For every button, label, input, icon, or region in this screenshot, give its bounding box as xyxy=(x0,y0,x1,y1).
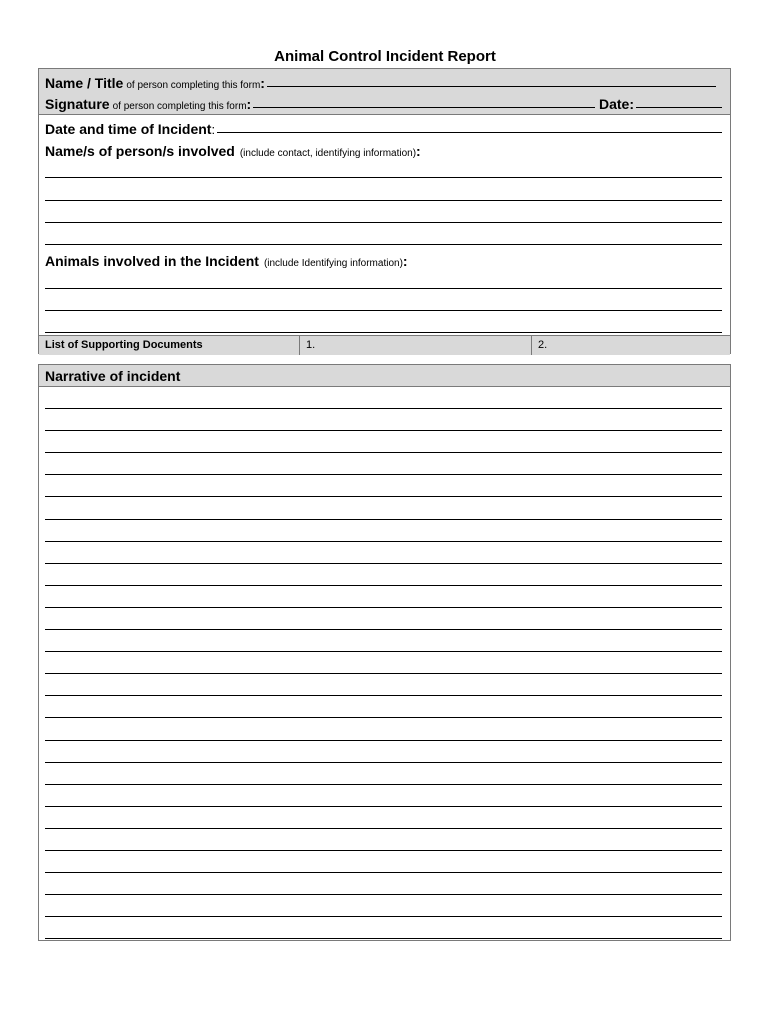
narrative-line[interactable] xyxy=(45,563,722,564)
signature-hint: of person completing this form xyxy=(112,101,247,112)
persons-label: Name/s of person/s involved xyxy=(45,143,235,159)
supporting-document-1[interactable]: 1. xyxy=(300,336,532,355)
narrative-line[interactable] xyxy=(45,408,722,409)
supporting-documents-row xyxy=(39,335,730,355)
incident-details-section xyxy=(38,68,731,354)
narrative-line[interactable] xyxy=(45,717,722,718)
narrative-line[interactable] xyxy=(45,452,722,453)
datetime-colon: : xyxy=(211,122,216,137)
narrative-line[interactable] xyxy=(45,673,722,674)
date-label: Date: xyxy=(598,96,634,112)
narrative-line[interactable] xyxy=(45,872,722,873)
narrative-line[interactable] xyxy=(45,828,722,829)
narrative-line[interactable] xyxy=(45,430,722,431)
narrative-line[interactable] xyxy=(45,916,722,917)
animals-colon: : xyxy=(402,253,408,269)
signature-label: Signature xyxy=(45,96,110,112)
narrative-line[interactable] xyxy=(45,651,722,652)
persons-hint: (include contact, identifying information) xyxy=(239,148,417,159)
narrative-line[interactable] xyxy=(45,585,722,586)
narrative-line[interactable] xyxy=(45,894,722,895)
narrative-line[interactable] xyxy=(45,850,722,851)
signature-colon: : xyxy=(246,96,252,112)
narrative-line[interactable] xyxy=(45,474,722,475)
animals-hint: (include Identifying information) xyxy=(263,258,403,269)
name-title-label: Name / Title xyxy=(45,75,124,91)
animals-line[interactable] xyxy=(45,288,722,289)
persons-colon: : xyxy=(416,143,421,159)
narrative-line[interactable] xyxy=(45,541,722,542)
narrative-line[interactable] xyxy=(45,938,722,939)
animals-lines xyxy=(45,69,722,335)
narrative-line[interactable] xyxy=(45,629,722,630)
supporting-document-2[interactable]: 2. xyxy=(538,339,548,351)
narrative-label: Narrative of incident xyxy=(39,365,730,387)
narrative-line[interactable] xyxy=(45,740,722,741)
narrative-line[interactable] xyxy=(45,695,722,696)
supporting-documents-label: List of Supporting Documents xyxy=(39,336,300,355)
narrative-section xyxy=(38,364,731,941)
name-title-hint: of person completing this form xyxy=(126,80,261,91)
animals-label: Animals involved in the Incident xyxy=(45,253,259,269)
narrative-lines xyxy=(45,365,722,940)
animals-line[interactable] xyxy=(45,332,722,333)
narrative-line[interactable] xyxy=(45,806,722,807)
form-title: Animal Control Incident Report xyxy=(274,48,496,65)
narrative-line[interactable] xyxy=(45,607,722,608)
narrative-line[interactable] xyxy=(45,784,722,785)
narrative-line[interactable] xyxy=(45,496,722,497)
narrative-line[interactable] xyxy=(45,519,722,520)
narrative-line[interactable] xyxy=(45,762,722,763)
animals-line[interactable] xyxy=(45,310,722,311)
name-title-colon: : xyxy=(260,75,265,91)
datetime-label: Date and time of Incident xyxy=(45,121,212,137)
